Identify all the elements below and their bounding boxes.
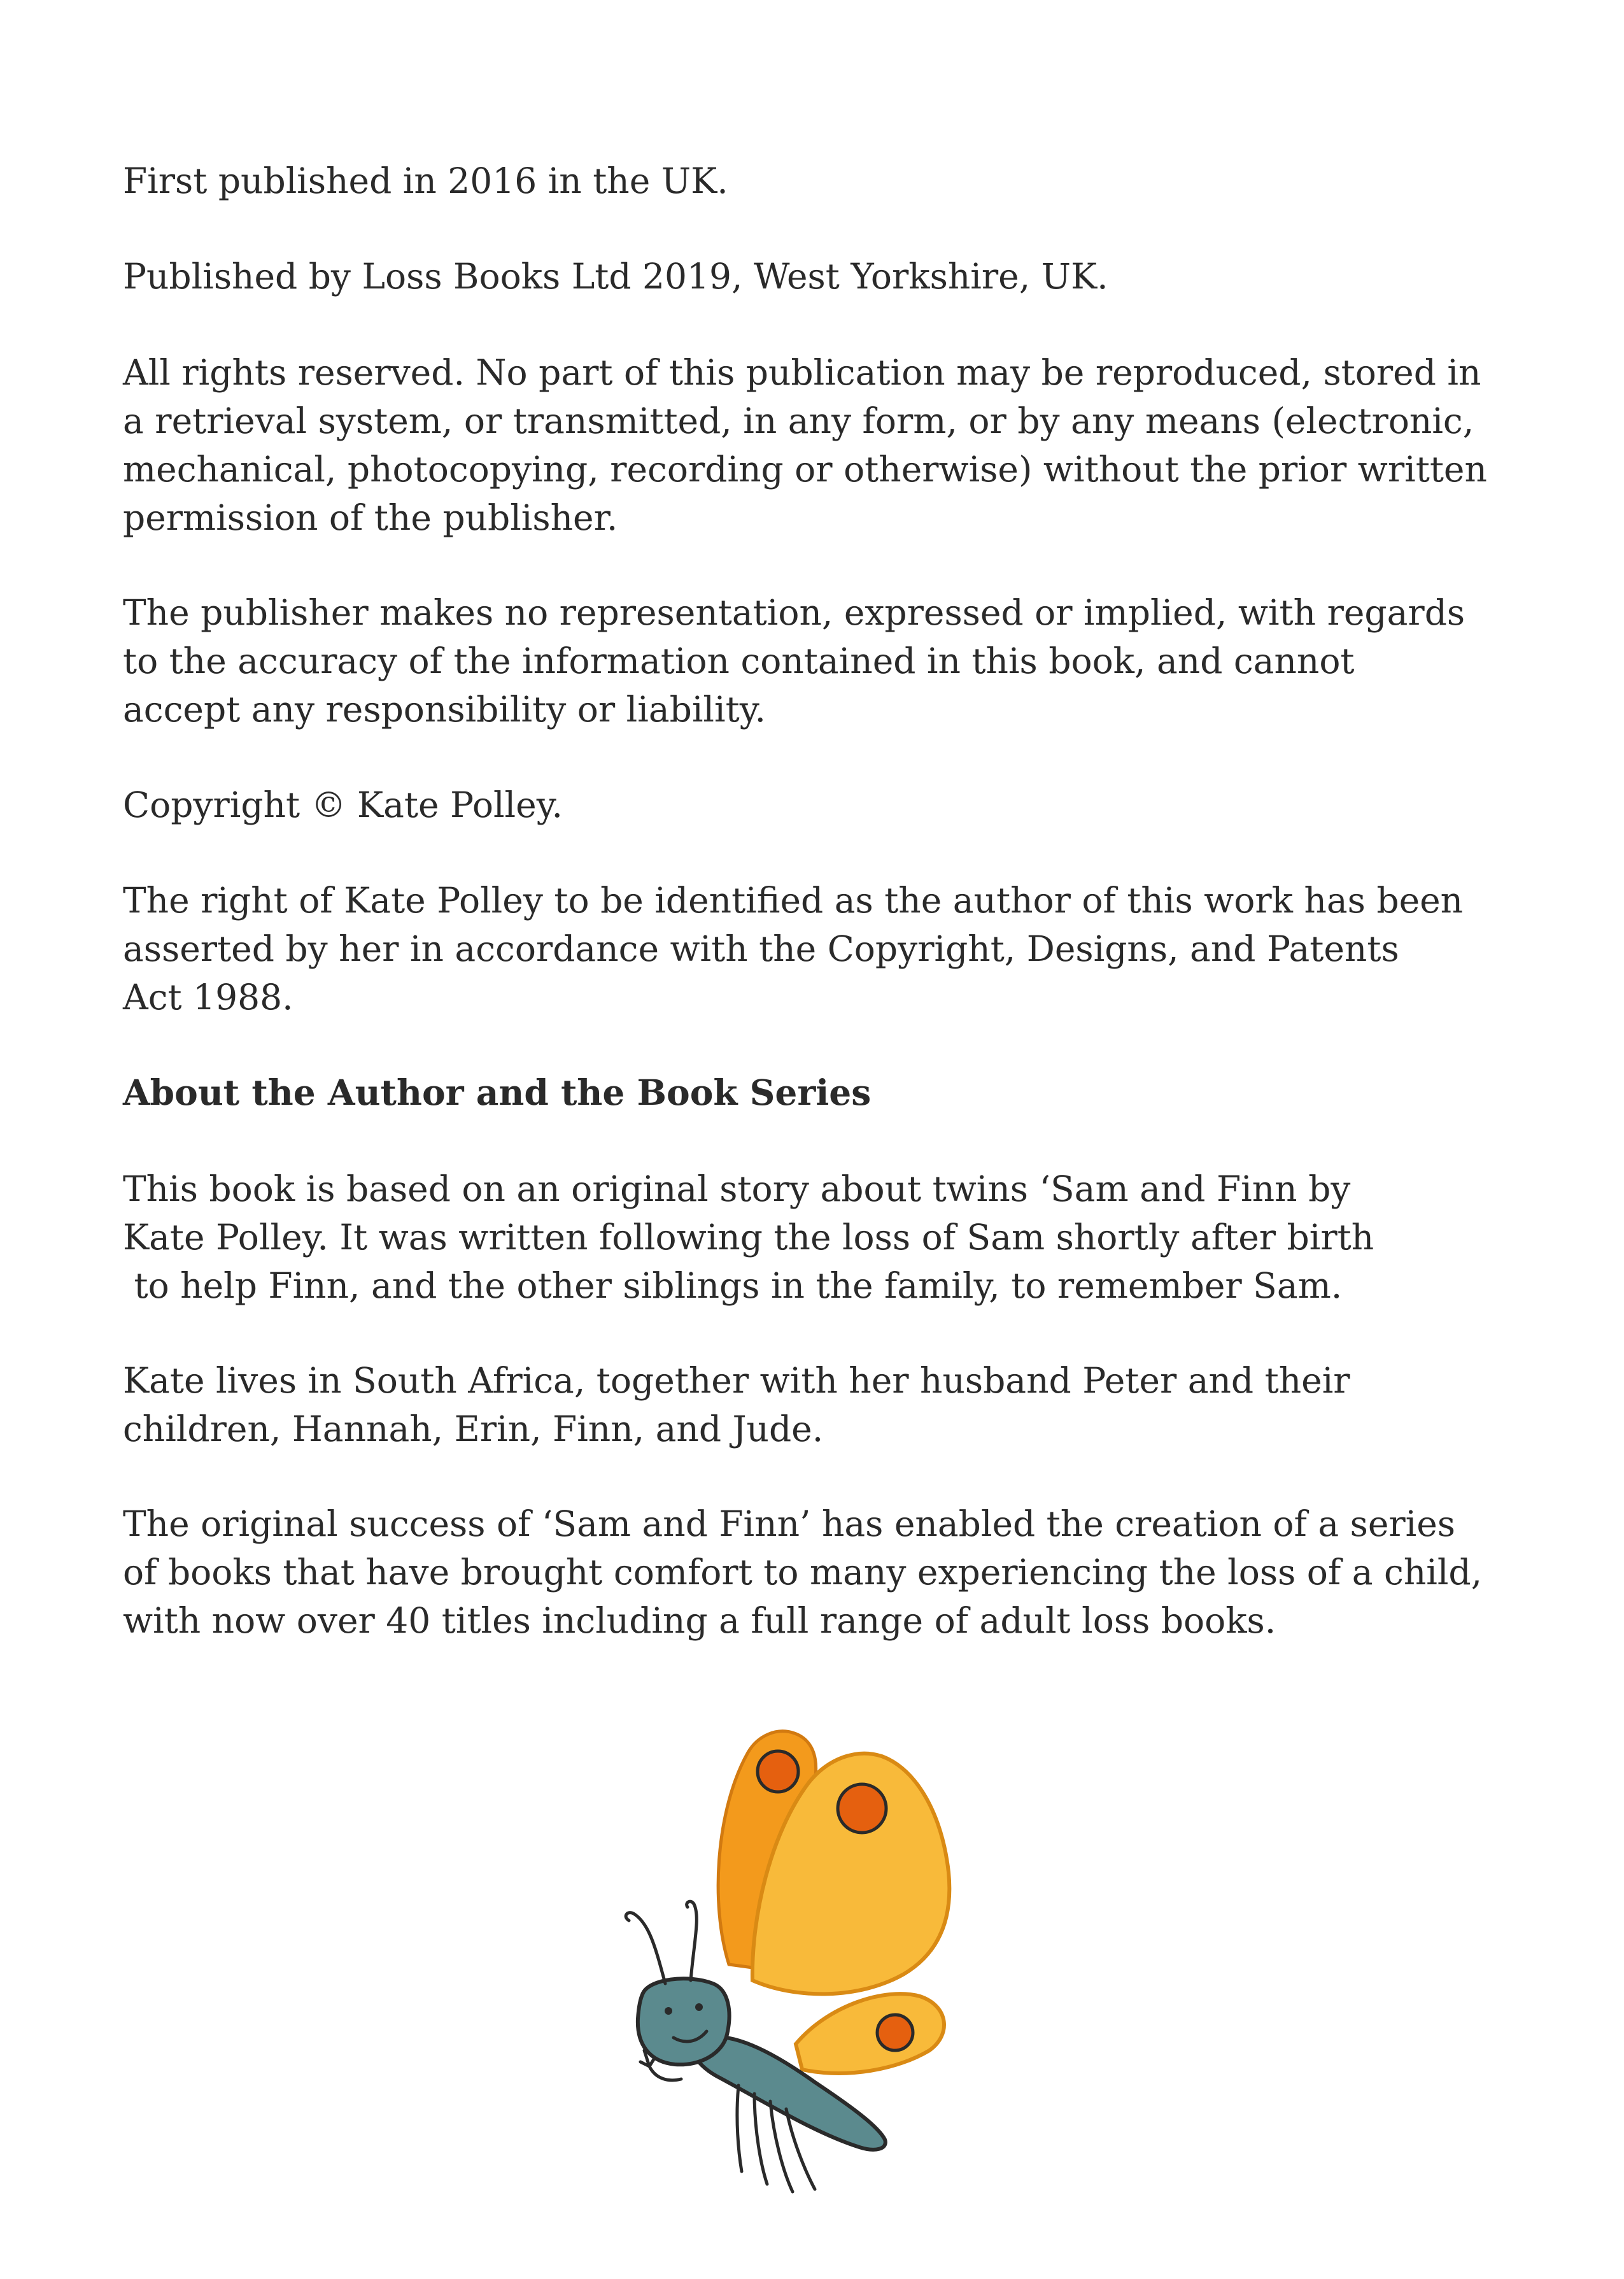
story-line: to help Finn, and the other siblings in the family, to remember Sam. (123, 1265, 1343, 1306)
copyright-line: Copyright © Kate Polley. (123, 785, 563, 825)
first-published-line: First published in 2016 in the UK. (123, 160, 728, 201)
disclaimer-line: accept any responsibility or liability. (123, 689, 766, 730)
story-line: This book is based on an original story about twins ‘Sam and Finn by (123, 1168, 1351, 1209)
disclaimer-line: to the accuracy of the information contained in this book, and cannot (123, 641, 1355, 681)
published-by-line: Published by Loss Books Ltd 2019, West Yorkshire, UK. (123, 256, 1108, 297)
butterfly-head (638, 1978, 730, 2064)
family-line: Kate lives in South Africa, together with her husband Peter and their (123, 1360, 1350, 1401)
story-paragraph (123, 1165, 1374, 1310)
butterfly-leg (737, 2085, 742, 2171)
disclaimer-paragraph (123, 588, 1465, 734)
family-paragraph (123, 1356, 1350, 1453)
rights-line: a retrieval system, or transmitted, in any form, or by any means (electronic, (123, 401, 1474, 441)
disclaimer-line: The publisher makes no representation, expressed or implied, with regards (123, 592, 1465, 633)
moral-right-line: Act 1988. (123, 977, 293, 1018)
family-line: children, Hannah, Erin, Finn, and Jude. (123, 1409, 824, 1449)
moral-right-line: asserted by her in accordance with the Copyright, Designs, and Patents (123, 928, 1399, 969)
rights-line: permission of the publisher. (123, 497, 618, 538)
butterfly-eye (695, 2003, 703, 2011)
butterfly-antenna (626, 1913, 665, 1984)
wing-spot (758, 1751, 798, 1792)
series-line: with now over 40 titles including a full range of adult loss books. (123, 1600, 1276, 1641)
lower-wing (796, 1994, 944, 2073)
butterfly-antenna (687, 1901, 697, 1980)
series-line: of books that have brought comfort to many experiencing the loss of a child, (123, 1552, 1483, 1593)
wing-spot (877, 2015, 913, 2050)
rights-paragraph (123, 348, 1487, 542)
series-paragraph (123, 1500, 1482, 1645)
butterfly-icon (605, 1713, 999, 2210)
butterfly-eye (665, 2007, 672, 2015)
rights-line: mechanical, photocopying, recording or otherwise) without the prior written (123, 449, 1487, 490)
rights-line: All rights reserved. No part of this publication may be reproduced, stored in (123, 352, 1481, 393)
butterfly-leg (754, 2094, 767, 2184)
wing-spot (838, 1784, 886, 1833)
moral-right-line: The right of Kate Polley to be identified as the author of this work has been (123, 880, 1464, 921)
about-heading: About the Author and the Book Series (123, 1072, 872, 1113)
moral-right-paragraph (123, 876, 1463, 1021)
story-line: Kate Polley. It was written following the loss of Sam shortly after birth (123, 1217, 1374, 1258)
series-line: The original success of ‘Sam and Finn’ has enabled the creation of a series (123, 1503, 1456, 1544)
